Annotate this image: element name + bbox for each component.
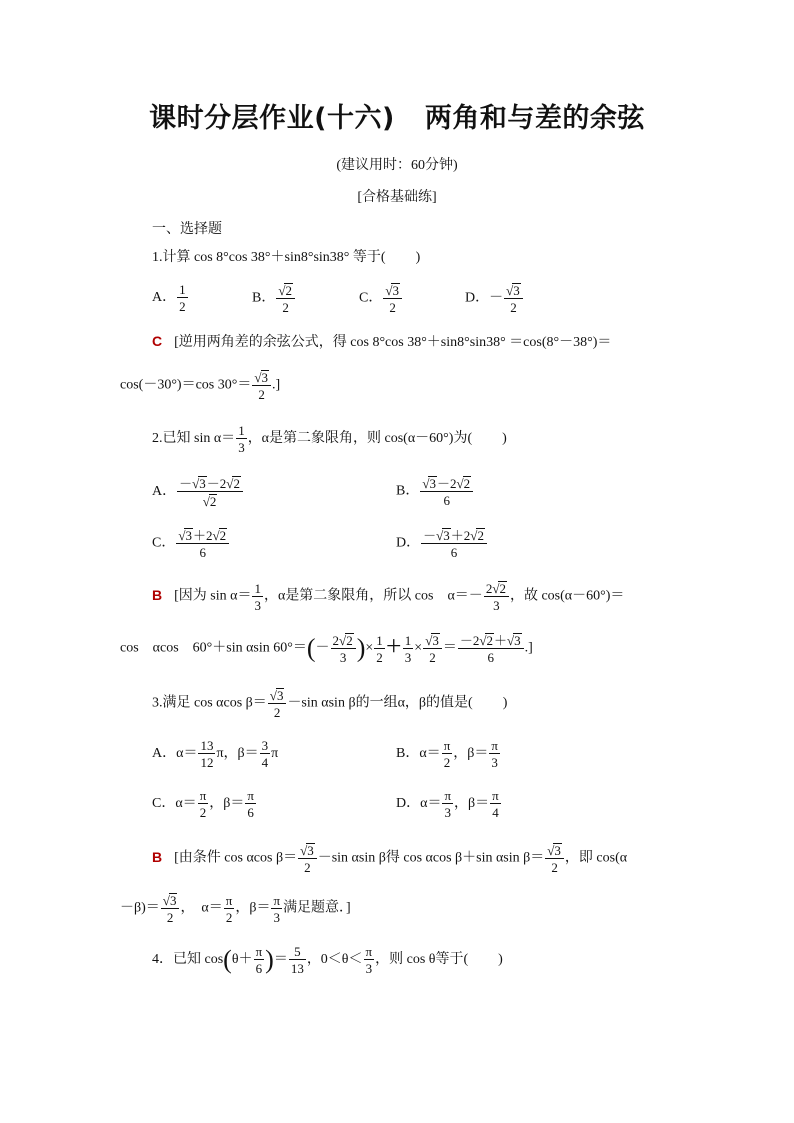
q3-solution-line2: －β)＝ $\frac{√3}{2}$ ， α＝ $\frac{\pi}{2}$ ，β＝ $\frac{\pi}{3}$ 满足题意．]	[120, 892, 351, 925]
q3-option-b: B．α＝ $\frac{\pi}{2}$ ，β＝ $\frac{\pi}{3}$	[396, 738, 498, 770]
q1-answer: C	[152, 333, 163, 349]
q2-solution-line1: B [因为 sin α＝ $\frac{1}{3}$ ，α是第二象限角，所以 cos α＝－ $\frac{2√2}{3}$ ，故 cos(α－60°)＝	[152, 580, 625, 613]
title-left: 课时分层作业(十六)	[149, 103, 395, 134]
time-suggestion: (建议用时：60分钟)	[336, 158, 458, 173]
q3-option-a: A．α＝ $\frac{13}{12}$ π，β＝ $\frac{3}{4}$ π	[152, 738, 279, 770]
q2-solution-line2: cos αcos 60°＋sin αsin 60°＝(－ $\frac{2√2}{3}$ )× $\frac{1}{2}$ ＋ $\frac{1}{3}$ × $\frac{√3}{2}$ ＝ $\frac{-2√2+√3}{6}$ .]	[120, 632, 533, 665]
q2-stem: 2.已知 sin α＝ $\frac{1}{3}$ ，α是第二象限角，则 cos(α－60°)为( )	[152, 423, 507, 455]
q3-option-c: C．α＝ $\frac{\pi}{2}$ ，β＝ $\frac{\pi}{6}$	[152, 788, 254, 820]
q1-solution-line2: cos(－30°)＝cos 30°＝ $\frac{√3}{2}$ .]	[120, 370, 281, 402]
q3-stem: 3.满足 cos αcos β＝ $\frac{√3}{2}$ －sin αsin β的一组α，β的值是( )	[152, 688, 508, 720]
page-title	[0, 96, 794, 135]
q1-stem: 1.计算 cos 8°cos 38°＋sin8°sin38° 等于( )	[152, 250, 421, 265]
title-right: 两角和与差的余弦	[424, 103, 645, 134]
level-label: [合格基础练]	[357, 190, 437, 205]
q3-answer: B	[152, 848, 163, 865]
q2-option-a: A． $\frac{-√3-2√2}{√2}$	[152, 476, 244, 508]
q2-option-c: C． $\frac{√3+2√2}{6}$	[152, 528, 230, 559]
q2-answer: B	[152, 586, 163, 603]
q2-option-b: B． $\frac{√3-2√2}{6}$	[396, 476, 474, 507]
q1-option-b: B． $\frac{√2}{2}$	[252, 283, 296, 314]
q1-solution-line1: C [逆用两角差的余弦公式，得 cos 8°cos 38°＋sin8°sin38° ＝cos(8°－38°)＝	[152, 333, 612, 350]
section-heading: 一、选择题	[152, 221, 222, 237]
q1-option-c: C． $\frac{√3}{2}$	[359, 283, 403, 314]
q4-stem: 4．已知 cos(θ＋ $\frac{\pi}{6}$ )＝ $\frac{5}{13}$ ，0＜θ＜ $\frac{\pi}{3}$ ，则 cos θ等于( )	[152, 944, 503, 976]
q2-option-d: D． $\frac{-√3+2√2}{6}$	[396, 528, 488, 559]
q1-option-a: A． $\frac{1}{2}$	[152, 282, 186, 314]
q1-option-d: D．－ $\frac{√3}{2}$	[465, 283, 524, 314]
q3-option-d: D．α＝ $\frac{\pi}{3}$ ，β＝ $\frac{\pi}{4}$	[396, 788, 499, 820]
q3-solution-line1: B [由条件 cos αcos β＝ $\frac{√3}{2}$ －sin αsin β得 cos αcos β＋sin αsin β＝ $\frac{√3}{2}$ ，即 cos(α	[152, 843, 628, 875]
